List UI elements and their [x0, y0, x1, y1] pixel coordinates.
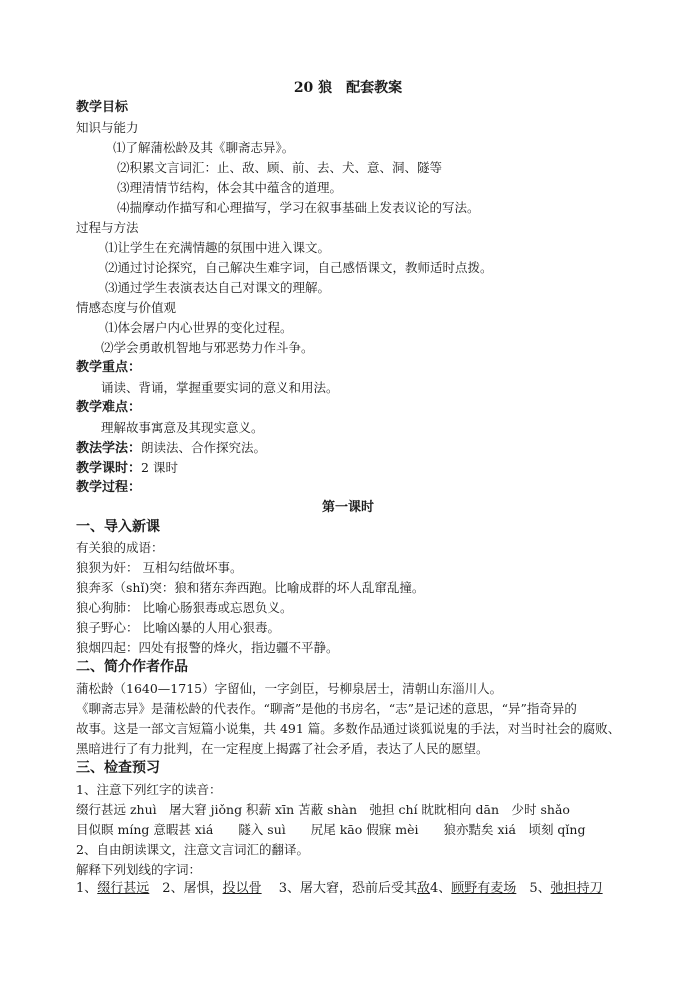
author-line: 黑暗进行了有力批判，在一定程度上揭露了社会矛盾，表达了人民的愿望。 — [76, 741, 489, 756]
knowledge-label: 知识与能力 — [76, 120, 139, 135]
pronunciation-line: 目似瞑 míng 意暇甚 xiá 隧入 suì 尻尾 kāo 假寐 mèi 狼亦黠矣 xiá 顷刻 qǐng — [76, 822, 586, 837]
page-title: 20 狼 配套教案 — [293, 80, 403, 96]
underlined-term: 敌 — [417, 881, 431, 896]
idiom-line: 狼奔豕（shǐ)突：狼和猪东奔西跑。比喻成群的坏人乱窜乱撞。 — [76, 580, 425, 595]
process-label: 过程与方法 — [76, 220, 139, 235]
knowledge-item: ⑶理清情节结构，体会其中蕴含的道理。 — [117, 180, 343, 195]
section3-heading: 三、检查预习 — [76, 760, 160, 776]
process-item: ⑵通过讨论探究，自己解决生难字词，自己感悟课文，教师适时点拨。 — [105, 260, 493, 275]
hours-row — [76, 459, 178, 477]
exercise-text: 3、屠大窘，恐前后受其 — [261, 881, 417, 896]
idiom-line: 狼子野心： 比喻凶暴的人用心狠毒。 — [76, 620, 280, 635]
knowledge-item: ⑴了解蒲松龄及其《聊斋志异》。 — [113, 140, 295, 155]
difficulties-text: 理解故事寓意及其现实意义。 — [101, 420, 264, 435]
key-points-label: 教学重点： — [76, 360, 142, 375]
exercise-line — [76, 879, 603, 898]
process-item: ⑴让学生在充满情趣的氛围中进入课文。 — [105, 240, 331, 255]
idioms-intro: 有关狼的成语： — [76, 540, 164, 555]
emotion-item: ⑴体会屠户内心世界的变化过程。 — [105, 320, 293, 335]
pronunciation-instruction: 1、注意下列红字的读音： — [76, 782, 222, 797]
exercise-text: 2、屠惧， — [149, 881, 223, 896]
section2-heading: 二、简介作者作品 — [76, 659, 188, 675]
key-points-text: 诵读、背诵，掌握重要实词的意义和用法。 — [101, 380, 339, 395]
lesson-title: 第一课时 — [321, 500, 374, 515]
method-row — [76, 439, 266, 457]
underlined-term: 顾野有麦场 — [451, 881, 517, 896]
author-line: 蒲松龄（1640—1715）字留仙，一字剑臣，号柳泉居士，清朝山东淄川人。 — [76, 681, 503, 696]
section1-heading: 一、导入新课 — [76, 519, 160, 535]
emotion-item: ⑵学会勇敢机智地与邪恶势力作斗争。 — [101, 340, 314, 355]
hours-label: 教学课时： — [76, 461, 142, 476]
author-line: 故事。这是一部文言短篇小说集，共 491 篇。多数作品通过谈狐说鬼的手法，对当时社会的腐败、 — [76, 721, 621, 736]
underlined-term: 缀行甚远 — [97, 881, 150, 896]
explain-label: 解释下列划线的字词： — [76, 862, 202, 877]
pronunciation-line: 缀行甚远 zhuì 屠大窘 jiǒng 积薪 xīn 苫蔽 shàn 弛担 chí 眈眈相向 dān 少时 shǎo — [76, 802, 570, 817]
hours-text: 2 课时 — [141, 460, 178, 475]
knowledge-item: ⑵积累文言词汇：止、敌、顾、前、去、犬、意、洞、隧等 — [117, 160, 443, 175]
process-item: ⑶通过学生表演表达自己对课文的理解。 — [105, 280, 331, 295]
author-line: 《聊斋志异》是蒲松龄的代表作。“聊斋”是他的书房名，“志”是记述的意思，“异”指奇异的 — [76, 701, 577, 716]
knowledge-item: ⑷揣摩动作描写和心理描写，学习在叙事基础上发表议论的写法。 — [117, 200, 480, 215]
exercise-number: 4、 — [430, 881, 452, 896]
idiom-line: 狼烟四起：四处有报警的烽火，指边疆不平静。 — [76, 640, 339, 655]
underlined-term: 弛担持刀 — [550, 881, 603, 896]
method-label: 教法学法： — [76, 441, 142, 456]
objectives-heading: 教学目标 — [76, 100, 129, 115]
difficulties-label: 教学难点： — [76, 400, 142, 415]
emotion-label: 情感态度与价值观 — [76, 300, 177, 315]
exercise-number: 1、 — [76, 881, 98, 896]
idiom-line: 狼狈为奸： 互相勾结做坏事。 — [76, 560, 243, 575]
exercise-number: 5、 — [516, 881, 551, 896]
method-text: 朗读法、合作探究法。 — [141, 440, 267, 455]
idiom-line: 狼心狗肺： 比喻心肠狠毒或忘恩负义。 — [76, 600, 293, 615]
underlined-term: 投以骨 — [222, 881, 262, 896]
reading-instruction: 2、自由朗读课文，注意文言词汇的翻译。 — [76, 842, 309, 857]
procedure-label: 教学过程： — [76, 480, 142, 495]
